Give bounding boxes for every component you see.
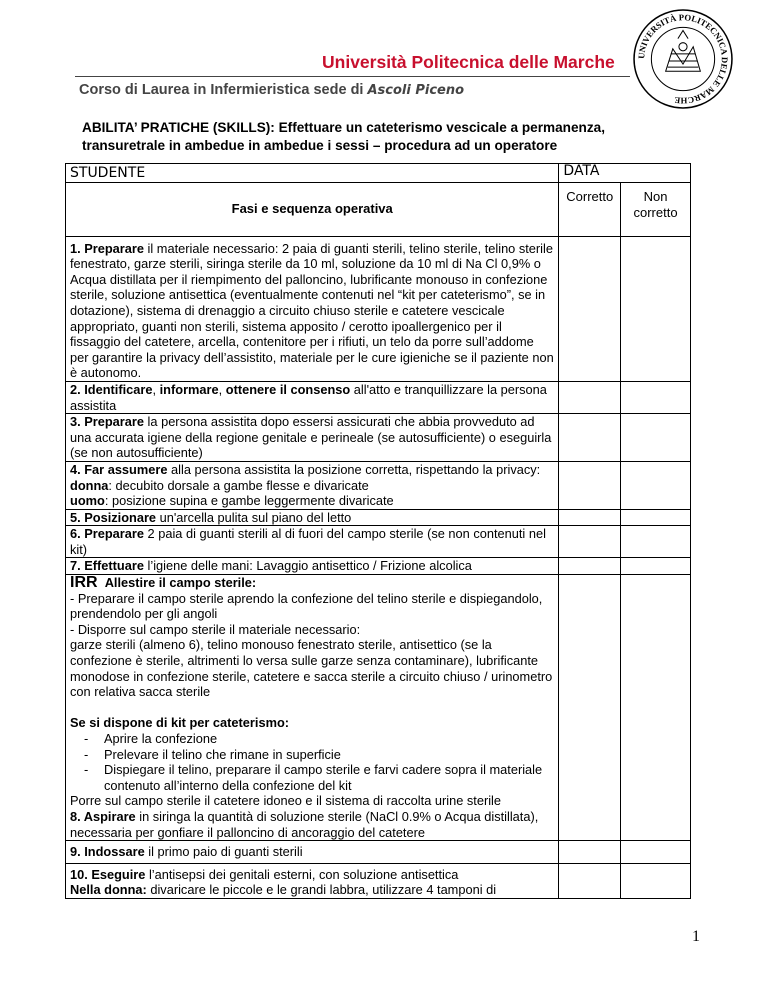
step-4-not-correct-cell[interactable]	[621, 461, 691, 509]
table-row	[66, 841, 691, 864]
step-irr-correct-cell[interactable]	[559, 575, 621, 841]
step-9: 9. Indossare il primo paio di guanti sterili	[66, 841, 559, 864]
page-number: 1	[692, 928, 700, 945]
student-row	[66, 164, 691, 183]
header-rule	[75, 76, 630, 77]
table-row	[66, 236, 691, 381]
step-4: 4. Far assumere alla persona assistita la posizione corretta, rispettando la privacy: donna: decubito dorsale a gambe flesse e divaricate uomo: posizione supina e gambe leggermente divaricate	[66, 461, 559, 509]
university-seal-icon	[632, 8, 734, 110]
kit-list	[70, 731, 554, 793]
list-item: - Prelevare il telino che rimane in superficie	[104, 747, 554, 763]
step-3-correct-cell[interactable]	[559, 414, 621, 462]
step-6-not-correct-cell[interactable]	[621, 526, 691, 558]
not-correct-header: Non corretto	[621, 182, 691, 236]
step-1-correct-cell[interactable]	[559, 236, 621, 381]
seal-text: UNIVERSITÀ POLITECNICA DELLE MARCHE	[636, 12, 730, 106]
step-9-not-correct-cell[interactable]	[621, 841, 691, 864]
step-irr-not-correct-cell[interactable]	[621, 575, 691, 841]
table-row	[66, 509, 691, 526]
kit-title: Se si dispone di kit per cateterismo:	[70, 715, 290, 731]
course-city: Ascoli Piceno	[367, 83, 465, 98]
table-row	[66, 461, 691, 509]
step-1: 1. Preparare il materiale necessario: 2 paia di guanti sterili, telino sterile, telino sterile fenestrato, garze sterili, siringa sterile da 10 ml, soluzione da 10 ml di Na Cl 0,9% o Acqua distillata per il riempimento del palloncino, lubrificante monouso in confezione sterile, soluzione antisettica (eventualmente contenuti nel “kit per cateterismo”, se in dotazione), sistema di drenaggio a circuito chiuso sterile e catetere vescicale appropriato, guanti non sterili, sistema apposito / cerotto ipoallergenico per il fissaggio del catetere, arcella, contenitore per i rifiuti, un telo da porre sull’addome per garantire la privacy dell’assistito, materiale per le cure igieniche se il paziente non è autonomo.	[66, 236, 559, 381]
irr-tag: IRR	[70, 574, 98, 592]
step-4-correct-cell[interactable]	[559, 461, 621, 509]
step-irr-sterile-field: IRR Allestire il campo sterile: - Preparare il campo sterile aprendo la confezione del telino sterile e dispiegandolo, prendendolo per gli angoli - Disporre sul campo sterile il materiale necessario: garze sterili (almeno 6), telino monouso fenestrato sterile, antisettico (se la confezione è sterile, altrimenti lo versa sulle garze senza contaminare), lubrificante monodose in confezione sterile, catetere e sacca sterile a circuito chiuso / urinometro con relativa sacca sterile Se si dispone di kit per cateterismo: - Aprire la confezione - Prelevare il telino che rimane in superficie - Dispiegare il telino, preparare il campo sterile e farvi cadere sopra il materiale contenuto all’interno della confezione del kit Porre sul campo sterile il catetere idoneo e il sistema di raccolta urine sterile 8. Aspirare in siringa la quantità di soluzione sterile (NaCl 0.9% o Acqua distillata), necessaria per gonfiare il palloncino di ancoraggio del catetere	[66, 575, 559, 841]
step-3-not-correct-cell[interactable]	[621, 414, 691, 462]
page-heading: ABILITA’ PRATICHE (SKILLS): Effettuare un cateterismo vescicale a permanenza, transuretrale in ambedue in ambedue i sessi – procedura ad un operatore	[82, 120, 605, 153]
step-3: 3. Preparare la persona assistita dopo essersi assicurati che abbia provveduto ad una accurata igiene della regione genitale e perineale (se autosufficiente) o eseguirla (se non autosufficiente)	[66, 414, 559, 462]
course-line	[79, 82, 464, 98]
course-label: Corso di Laurea in Infermieristica sede di	[79, 82, 364, 98]
step-2-not-correct-cell[interactable]	[621, 381, 691, 413]
table-row	[66, 381, 691, 413]
list-item: - Dispiegare il telino, preparare il campo sterile e farvi cadere sopra il materiale contenuto all’interno della confezione del kit	[104, 762, 554, 793]
list-item: - Aprire la confezione	[104, 731, 554, 747]
step-5-not-correct-cell[interactable]	[621, 509, 691, 526]
step-7: 7. Effettuare l’igiene delle mani: Lavaggio antisettico / Frizione alcolica	[66, 558, 559, 575]
step-7-not-correct-cell[interactable]	[621, 558, 691, 575]
correct-header: Corretto	[559, 182, 621, 236]
skills-checklist-table	[65, 163, 691, 899]
svg-text:UNIVERSITÀ POLITECNICA DELLE M	[636, 12, 730, 106]
step-2: 2. Identificare, informare, ottenere il consenso all'atto e tranquillizzare la persona assistita	[66, 381, 559, 413]
table-row	[66, 414, 691, 462]
phases-header: Fasi e sequenza operativa	[66, 182, 559, 236]
table-row	[66, 526, 691, 558]
step-10-not-correct-cell[interactable]	[621, 863, 691, 898]
step-5-correct-cell[interactable]	[559, 509, 621, 526]
irr-title: Allestire il campo sterile:	[104, 575, 257, 591]
step-10: 10. Eseguire l’antisepsi dei genitali esterni, con soluzione antisettica Nella donna: divaricare le piccole e le grandi labbra, utilizzare 4 tamponi di	[66, 863, 559, 898]
table-row	[66, 558, 691, 575]
step-6: 6. Preparare 2 paia di guanti sterili al di fuori del campo sterile (se non contenuti nel kit)	[66, 526, 559, 558]
step-2-correct-cell[interactable]	[559, 381, 621, 413]
step-6-correct-cell[interactable]	[559, 526, 621, 558]
step-7-correct-cell[interactable]	[559, 558, 621, 575]
step-5: 5. Posizionare un'arcella pulita sul piano del letto	[66, 509, 559, 526]
student-label: STUDENTE	[66, 164, 559, 183]
step-1-not-correct-cell[interactable]	[621, 236, 691, 381]
date-label: DATA	[559, 164, 691, 183]
university-title: Università Politecnica delle Marche	[322, 52, 615, 72]
step-10-correct-cell[interactable]	[559, 863, 621, 898]
step-9-correct-cell[interactable]	[559, 841, 621, 864]
table-row	[66, 575, 691, 841]
column-header-row	[66, 182, 691, 236]
table-row	[66, 863, 691, 898]
